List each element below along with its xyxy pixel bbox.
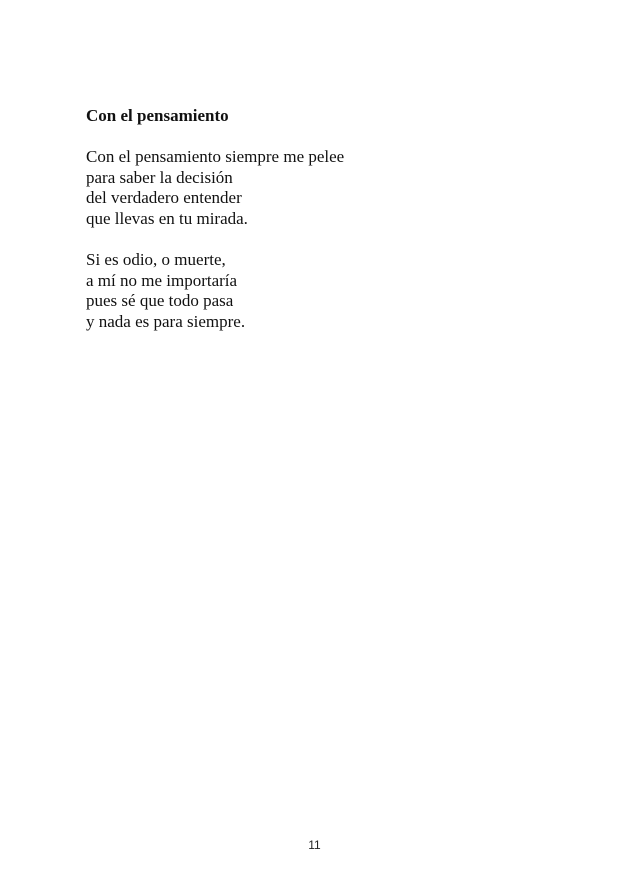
stanza-1 (86, 147, 344, 229)
poem-title: Con el pensamiento (86, 106, 229, 125)
verse-line: pues sé que todo pasa (86, 291, 234, 310)
verse-line: Con el pensamiento siempre me pelee (86, 147, 345, 166)
verse-line: a mí no me importaría (86, 270, 238, 290)
stanza-2 (86, 250, 245, 332)
page-number: 11 (308, 838, 321, 852)
verse-line: que llevas en tu mirada. (86, 208, 248, 228)
verse-line: del verdadero entender (86, 188, 242, 207)
verse-line: para saber la decisión (86, 167, 233, 187)
verse-line: y nada es para siempre. (86, 311, 246, 331)
verse-line: Si es odio, o muerte, (86, 250, 226, 269)
